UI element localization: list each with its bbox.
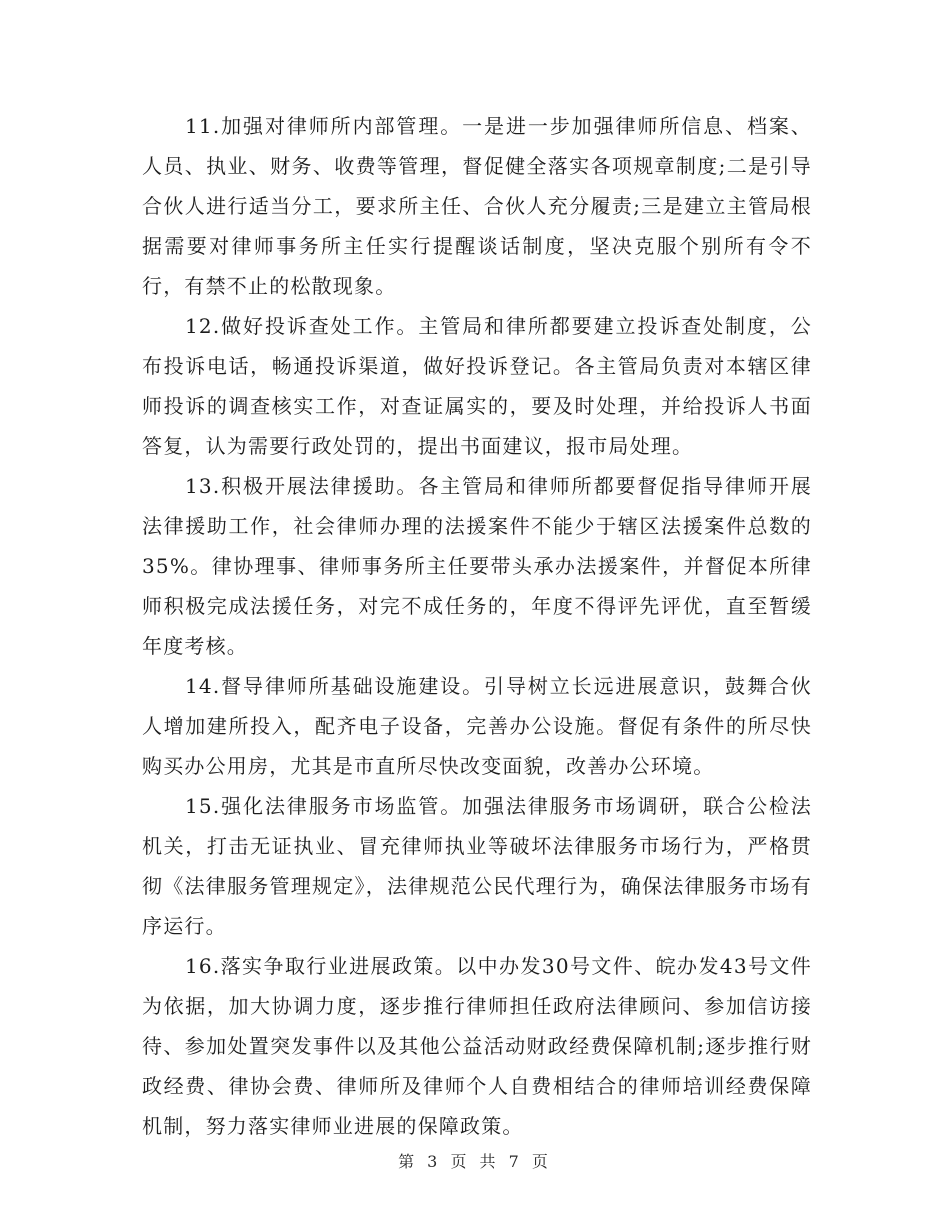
paragraph-12: 12.做好投诉查处工作。主管局和律所都要建立投诉查处制度，公布投诉电话，畅通投诉渠道，做好投诉登记。各主管局负责对本辖区律师投诉的调查核实工作，对查证属实的，要及时处理，并给投诉人书面答复，认为需要行政处罚的，提出书面建议，报市局处理。 (142, 314, 812, 458)
paragraph-16: 16.落实争取行业进展政策。以中办发30号文件、皖办发43号文件为依据，加大协调力度，逐步推行律师担任政府法律顾问、参加信访接待、参加处置突发事件以及其他公益活动财政经费保障机制;逐步推行财政经费、律协会费、律师所及律师个人自费相结合的律师培训经费保障机制，努力落实律师业进展的保障政策。 (142, 954, 812, 1138)
page-number-footer: 第 3 页 共 7 页 (398, 1152, 552, 1171)
paragraph-11: 11.加强对律师所内部管理。一是进一步加强律师所信息、档案、人员、执业、财务、收费等管理，督促健全落实各项规章制度;二是引导合伙人进行适当分工，要求所主任、合伙人充分履责;三是建立主管局根据需要对律师事务所主任实行提醒谈话制度，坚决克服个别所有令不行，有禁不止的松散现象。 (142, 114, 812, 298)
document-body (142, 106, 812, 1146)
paragraph-14: 14.督导律师所基础设施建设。引导树立长远进展意识，鼓舞合伙人增加建所投入，配齐电子设备，完善办公设施。督促有条件的所尽快购买办公用房，尤其是市直所尽快改变面貌，改善办公环境。 (142, 674, 812, 778)
paragraph-15: 15.强化法律服务市场监管。加强法律服务市场调研，联合公检法机关，打击无证执业、冒充律师执业等破坏法律服务市场行为，严格贯彻《法律服务管理规定》，法律规范公民代理行为，确保法律服务市场有序运行。 (142, 794, 812, 938)
paragraph-13: 13.积极开展法律援助。各主管局和律师所都要督促指导律师开展法律援助工作，社会律师办理的法援案件不能少于辖区法援案件总数的35%。律协理事、律师事务所主任要带头承办法援案件，并督促本所律师积极完成法援任务，对完不成任务的，年度不得评先评优，直至暂缓年度考核。 (142, 474, 812, 658)
